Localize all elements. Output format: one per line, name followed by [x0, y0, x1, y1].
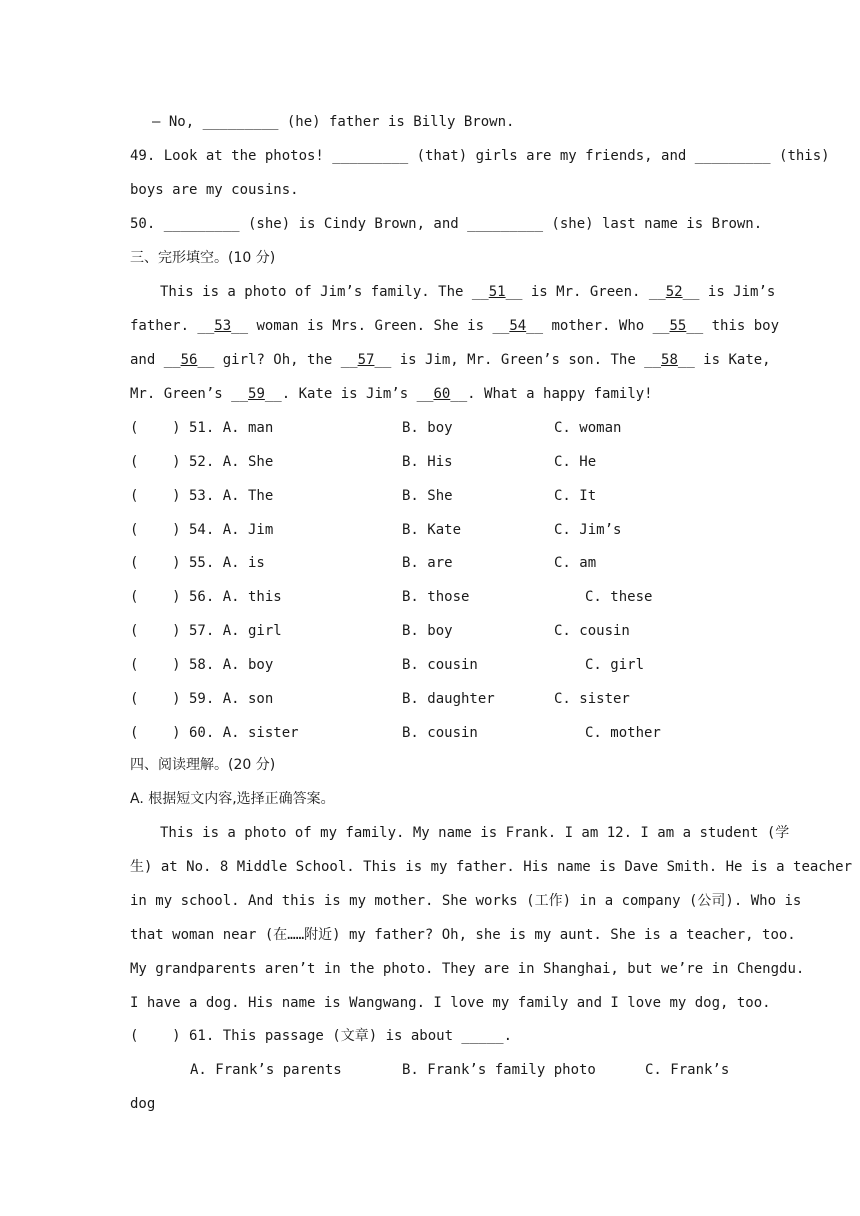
- q61-option-b: B. Frank’s family photo: [402, 1062, 596, 1078]
- option-c: C. girl: [585, 656, 645, 673]
- option-c: C. cousin: [554, 623, 630, 640]
- q49-line-2: boys are my cousins.: [130, 182, 299, 198]
- option-c: C. It: [554, 487, 597, 504]
- part-a-heading: A. 根据短文内容,选择正确答案。: [130, 791, 335, 807]
- cloze-text: Mr. Green’s __: [130, 386, 249, 402]
- q61-option-c: C. Frank’s: [645, 1062, 730, 1078]
- option-a: ( ) 55. A. is: [130, 555, 265, 572]
- option-b: B. She: [402, 487, 453, 504]
- cloze-line-3: [130, 351, 771, 369]
- option-b: B. His: [402, 453, 453, 470]
- option-b: B. cousin: [402, 656, 478, 673]
- option-c: C. Jim’s: [554, 521, 622, 538]
- cloze-text: and __: [130, 352, 181, 368]
- cloze-text: __ is Jim, Mr. Green’s son. The __: [374, 352, 662, 368]
- blank-51: 51: [488, 284, 506, 300]
- q49-line-1: [130, 147, 830, 165]
- cloze-line-2: [130, 317, 779, 335]
- option-c: C. sister: [554, 690, 630, 707]
- q61-stem: ( ) 61. This passage (文章) is about _____.: [130, 1028, 513, 1044]
- section4-heading: 四、阅读理解。(20 分): [130, 757, 276, 773]
- option-a: ( ) 53. A. The: [130, 487, 274, 504]
- passage-line-1: This is a photo of my family. My name is Frank. I am 12. I am a student (学: [160, 825, 790, 841]
- blank-57: 57: [357, 352, 375, 368]
- cloze-text: __. Kate is Jim’s __: [264, 386, 434, 402]
- q50: 50. _________ (she) is Cindy Brown, and _________ (she) last name is Brown.: [130, 216, 763, 232]
- option-c: C. am: [554, 555, 597, 572]
- blank-58: 58: [661, 352, 678, 368]
- option-a: ( ) 59. A. son: [130, 690, 274, 707]
- option-c: C. woman: [554, 420, 622, 436]
- option-b: B. boy: [402, 623, 453, 640]
- blank-60: 60: [433, 386, 451, 402]
- cloze-text: father. __: [130, 318, 215, 334]
- option-c: C. mother: [585, 724, 661, 741]
- option-a: ( ) 54. A. Jim: [130, 521, 274, 538]
- passage-line-2: 生) at No. 8 Middle School. This is my father. His name is Dave Smith. He is a teacher: [130, 859, 853, 875]
- cloze-text: __ woman is Mrs. Green. She is __: [231, 318, 510, 334]
- option-b: B. daughter: [402, 690, 495, 707]
- option-c: C. these: [585, 589, 653, 606]
- q49-text-1: 49. Look at the photos! _________ (that) girls are my friends, and _________ (this): [130, 148, 830, 164]
- cloze-text: __ girl? Oh, the __: [197, 352, 358, 368]
- cloze-text: __ this boy: [686, 318, 780, 334]
- cloze-text: __ is Mr. Green. __: [505, 284, 666, 300]
- q48-answer-line: — No, _________ (he) father is Billy Brown.: [152, 114, 515, 130]
- option-b: B. cousin: [402, 724, 478, 741]
- blank-56: 56: [180, 352, 198, 368]
- passage-line-5: My grandparents aren’t in the photo. They are in Shanghai, but we’re in Chengdu.: [130, 961, 805, 977]
- cloze-line-4: [130, 385, 653, 403]
- q61-option-a: A. Frank’s parents: [190, 1062, 342, 1078]
- q61-option-c-wrap: dog: [130, 1096, 156, 1112]
- cloze-line-1: [160, 283, 775, 301]
- option-c: C. He: [554, 453, 597, 470]
- option-b: B. are: [402, 555, 453, 572]
- passage-line-4: that woman near (在……附近) my father? Oh, she is my aunt. She is a teacher, too.: [130, 927, 796, 943]
- option-b: B. boy: [402, 420, 453, 436]
- option-a: ( ) 58. A. boy: [130, 656, 274, 673]
- option-a: ( ) 60. A. sister: [130, 724, 299, 741]
- blank-52: 52: [665, 284, 683, 300]
- blank-55: 55: [669, 318, 687, 334]
- cloze-text: This is a photo of Jim’s family. The __: [160, 284, 489, 300]
- cloze-text: __ mother. Who __: [526, 318, 670, 334]
- option-b: B. Kate: [402, 521, 462, 538]
- option-a: ( ) 56. A. this: [130, 589, 282, 606]
- option-a: ( ) 52. A. She: [130, 453, 274, 470]
- section3-heading: 三、完形填空。(10 分): [130, 250, 276, 266]
- q61-options: [130, 1061, 730, 1079]
- option-b: B. those: [402, 589, 470, 606]
- blank-53: 53: [214, 318, 232, 334]
- cloze-text: __ is Jim’s: [682, 284, 776, 300]
- cloze-text: __. What a happy family!: [450, 386, 653, 402]
- cloze-text: __ is Kate,: [677, 352, 771, 368]
- option-a: ( ) 51. A. man: [130, 420, 274, 436]
- option-a: ( ) 57. A. girl: [130, 623, 282, 640]
- blank-54: 54: [509, 318, 527, 334]
- passage-line-3: in my school. And this is my mother. She works (工作) in a company (公司). Who is: [130, 893, 802, 909]
- passage-line-6: I have a dog. His name is Wangwang. I love my family and I love my dog, too.: [130, 995, 771, 1011]
- blank-59: 59: [248, 386, 265, 402]
